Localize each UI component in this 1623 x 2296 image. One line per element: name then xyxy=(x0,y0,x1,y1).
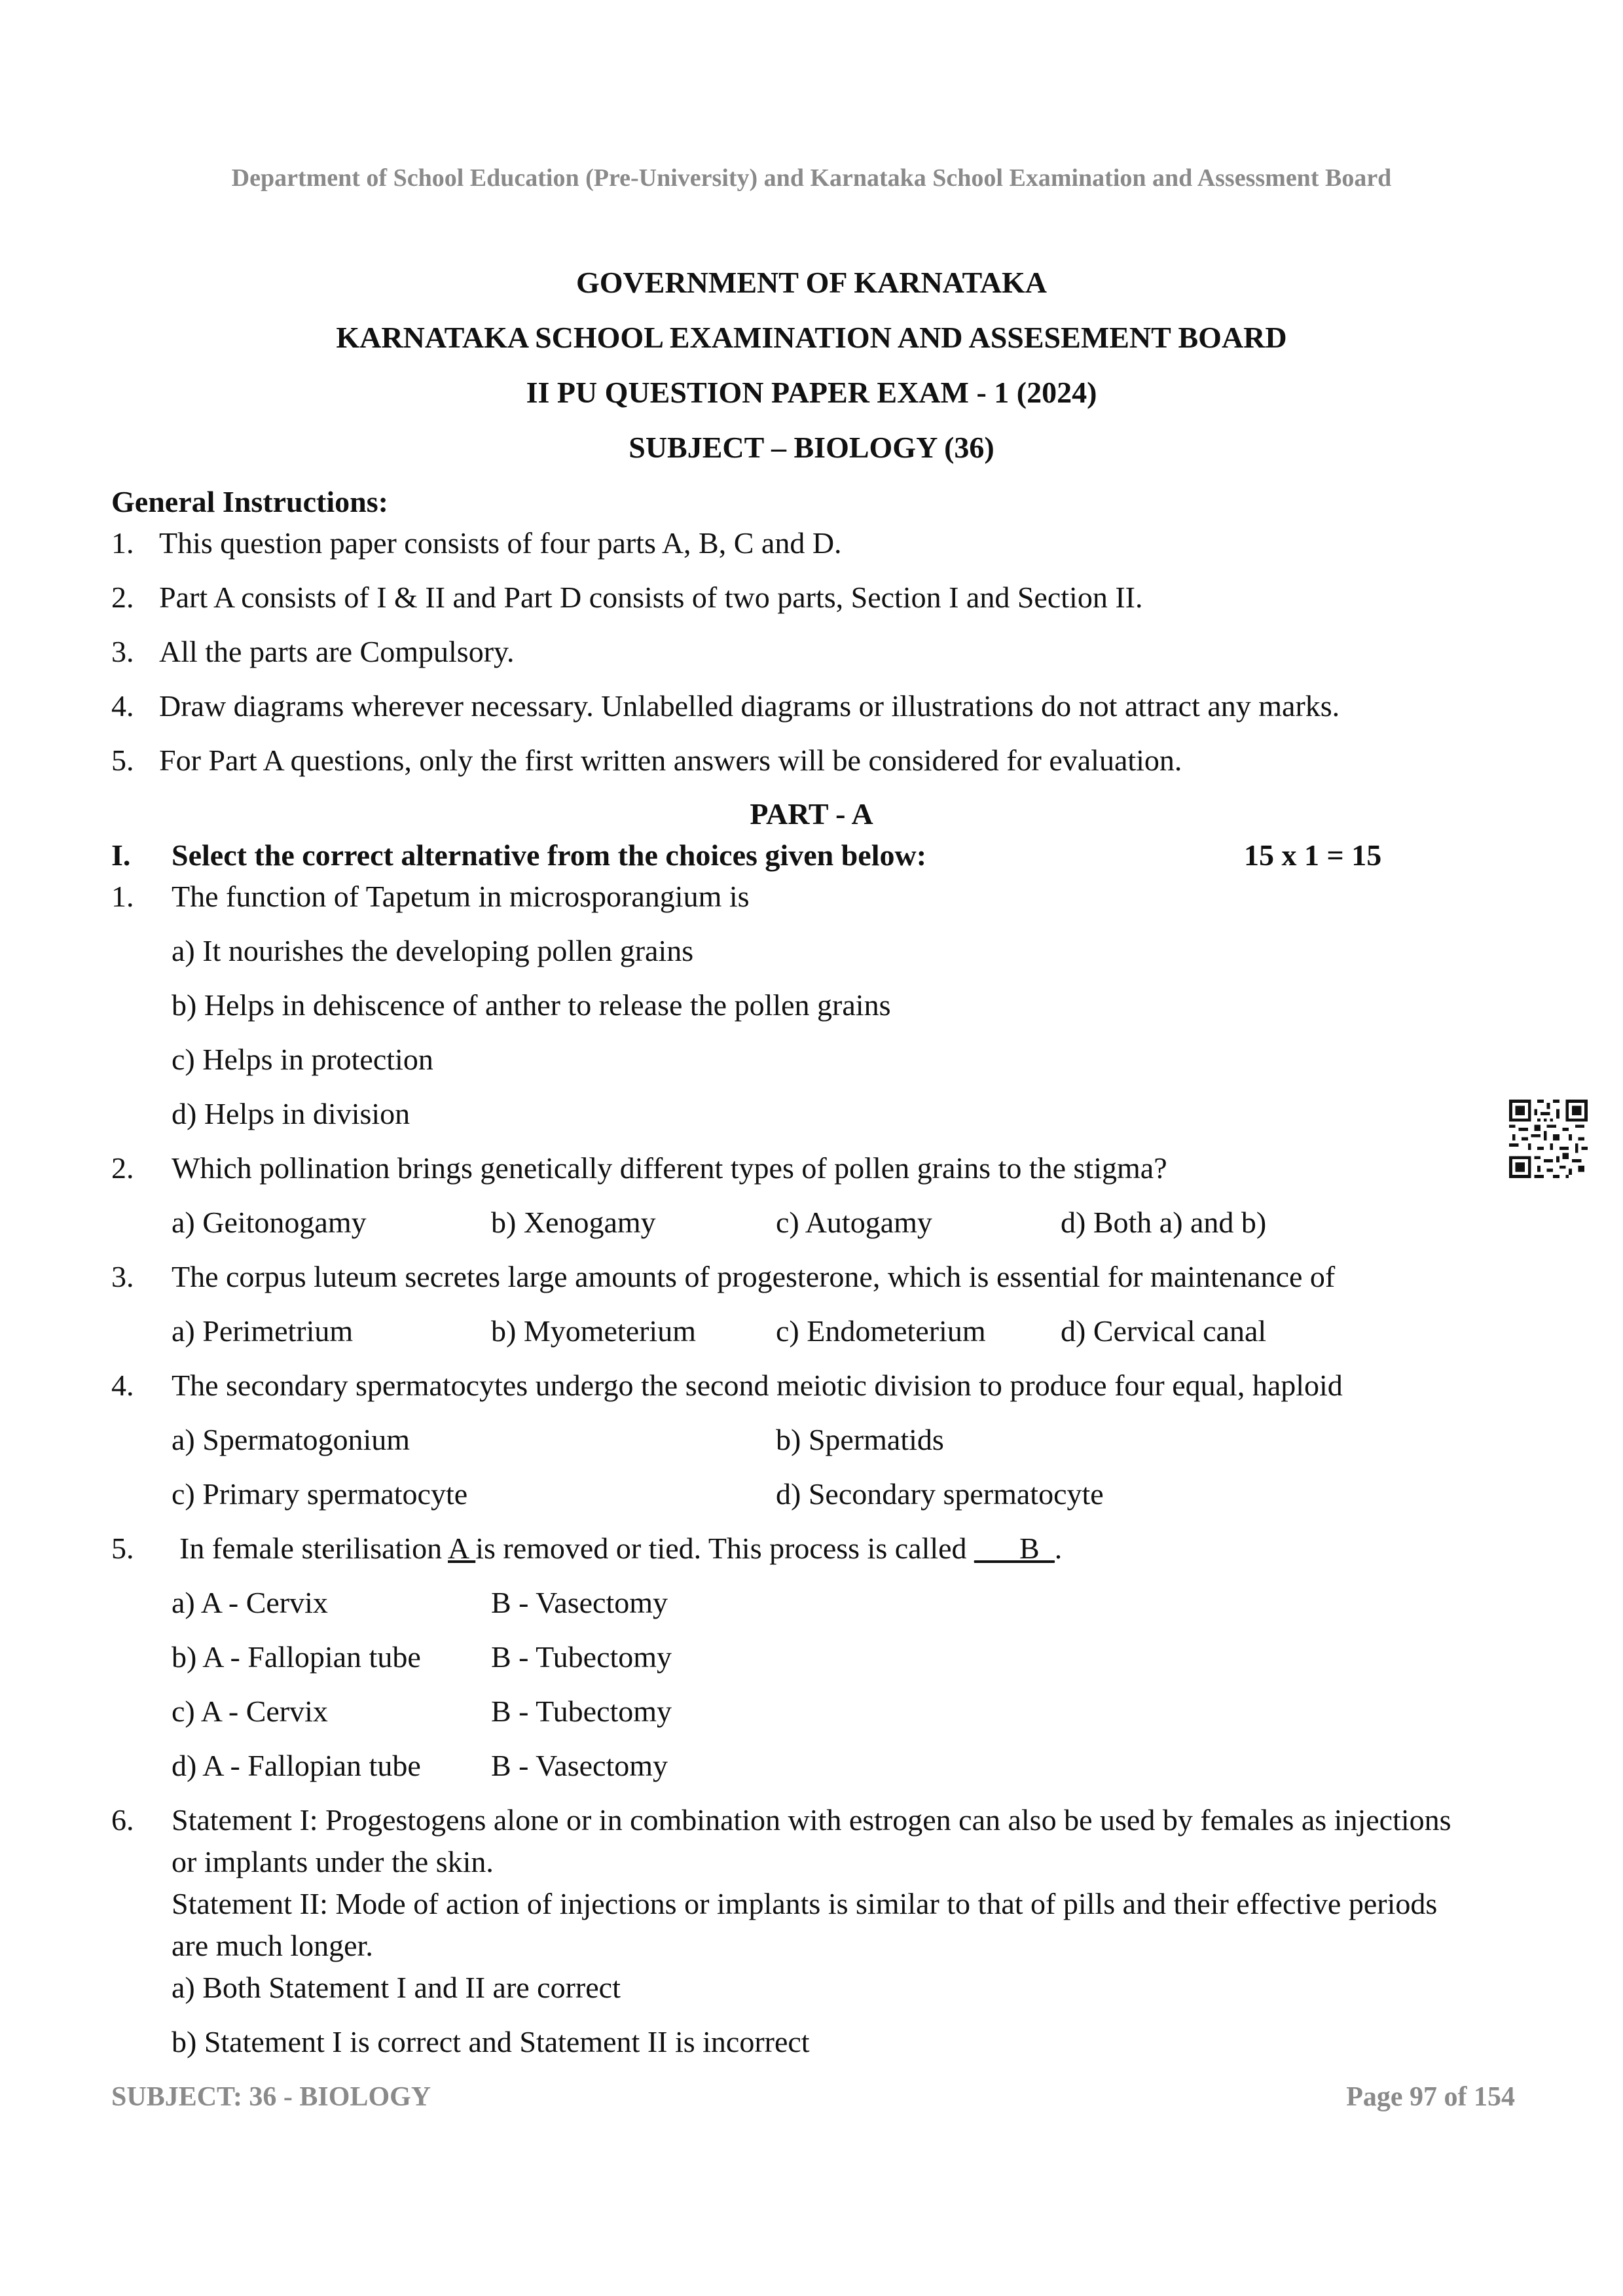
option-c: c) Autogamy xyxy=(776,1206,932,1239)
question-number: 3. xyxy=(111,1260,134,1293)
instruction-text: All the parts are Compulsory. xyxy=(159,635,515,668)
question-text-part: . xyxy=(1054,1532,1063,1565)
option-d: d) A - Fallopian tube xyxy=(172,1749,421,1782)
question-text-part: In female sterilisation xyxy=(179,1532,448,1565)
option-c: c) Primary spermatocyte xyxy=(172,1477,468,1511)
instruction-number: 5. xyxy=(111,744,134,777)
option-c: c) Endometerium xyxy=(776,1314,986,1348)
option-a: a) A - Cervix xyxy=(172,1586,328,1619)
option-d-answer: B - Vasectomy xyxy=(491,1749,668,1782)
section-instruction: Select the correct alternative from the choices given below: xyxy=(172,838,927,872)
option-d: d) Cervical canal xyxy=(1061,1314,1267,1348)
question-number: 2. xyxy=(111,1151,134,1185)
blank-b: ___B_ xyxy=(974,1532,1055,1565)
title-subject: SUBJECT – BIOLOGY (36) xyxy=(629,431,994,464)
option-a: a) Both Statement I and II are correct xyxy=(172,1971,621,2004)
instruction-number: 3. xyxy=(111,635,134,668)
question-text: The corpus luteum secretes large amounts of progesterone, which is essential for maintenance of xyxy=(172,1260,1336,1293)
instructions-heading: General Instructions: xyxy=(111,485,388,518)
question-text-part: is removed or tied. This process is called xyxy=(475,1532,975,1565)
question-number: 6. xyxy=(111,1803,134,1837)
instruction-text: For Part A questions, only the first written answers will be considered for evaluation. xyxy=(159,744,1182,777)
option-c: c) A - Cervix xyxy=(172,1695,328,1728)
part-a-heading: PART - A xyxy=(750,797,873,831)
option-b-answer: B - Tubectomy xyxy=(491,1640,672,1674)
option-d: d) Helps in division xyxy=(172,1097,410,1130)
option-a: a) Spermatogonium xyxy=(172,1423,410,1456)
qr-code xyxy=(1509,1100,1588,1178)
option-b: b) A - Fallopian tube xyxy=(172,1640,421,1674)
option-c-answer: B - Tubectomy xyxy=(491,1695,672,1728)
instruction-number: 2. xyxy=(111,581,134,614)
option-a: a) Geitonogamy xyxy=(172,1206,367,1239)
title-exam: II PU QUESTION PAPER EXAM - 1 (2024) xyxy=(526,376,1097,409)
option-a: a) It nourishes the developing pollen grains xyxy=(172,934,694,967)
question-number: 1. xyxy=(111,880,134,913)
blank-a: A xyxy=(448,1532,476,1565)
question-text: Which pollination brings genetically different types of pollen grains to the stigma? xyxy=(172,1151,1167,1185)
option-b: b) Helps in dehiscence of anther to release the pollen grains xyxy=(172,988,891,1022)
question-number: 4. xyxy=(111,1369,134,1402)
option-b: b) Statement I is correct and Statement II is incorrect xyxy=(172,2025,810,2058)
department-header: Department of School Education (Pre-University) and Karnataka School Examination and Assessment Board xyxy=(231,164,1392,192)
title-board: KARNATAKA SCHOOL EXAMINATION AND ASSESEMENT BOARD xyxy=(336,321,1287,354)
question-text xyxy=(179,1531,1062,1566)
instruction-number: 4. xyxy=(111,689,134,723)
question-text: The function of Tapetum in microsporangium is xyxy=(172,880,750,913)
footer-subject: SUBJECT: 36 - BIOLOGY xyxy=(111,2082,431,2112)
option-a: a) Perimetrium xyxy=(172,1314,354,1348)
option-d: d) Secondary spermatocyte xyxy=(776,1477,1104,1511)
instruction-text: Draw diagrams wherever necessary. Unlabelled diagrams or illustrations do not attract any marks. xyxy=(159,689,1340,723)
instruction-text: Part A consists of I & II and Part D consists of two parts, Section I and Section II. xyxy=(159,581,1143,614)
option-d: d) Both a) and b) xyxy=(1061,1206,1267,1239)
option-b: b) Xenogamy xyxy=(491,1206,656,1239)
statement-2-continued: are much longer. xyxy=(172,1929,373,1962)
instruction-text: This question paper consists of four parts A, B, C and D. xyxy=(159,526,842,560)
option-a-answer: B - Vasectomy xyxy=(491,1586,668,1619)
statement-2: Statement II: Mode of action of injections or implants is similar to that of pills and their effective periods xyxy=(172,1887,1438,1920)
statement-1: Statement I: Progestogens alone or in combination with estrogen can also be used by females as injections xyxy=(172,1803,1451,1837)
option-b: b) Myometerium xyxy=(491,1314,696,1348)
section-number: I. xyxy=(111,838,131,872)
footer-page-number: Page 97 of 154 xyxy=(1346,2082,1515,2112)
option-b: b) Spermatids xyxy=(776,1423,944,1456)
statement-1-continued: or implants under the skin. xyxy=(172,1845,494,1878)
instruction-number: 1. xyxy=(111,526,134,560)
option-c: c) Helps in protection xyxy=(172,1043,433,1076)
question-number: 5. xyxy=(111,1532,134,1565)
section-marks: 15 x 1 = 15 xyxy=(1244,838,1382,872)
title-government: GOVERNMENT OF KARNATAKA xyxy=(576,266,1047,299)
question-text: The secondary spermatocytes undergo the second meiotic division to produce four equal, haploid xyxy=(172,1369,1343,1402)
